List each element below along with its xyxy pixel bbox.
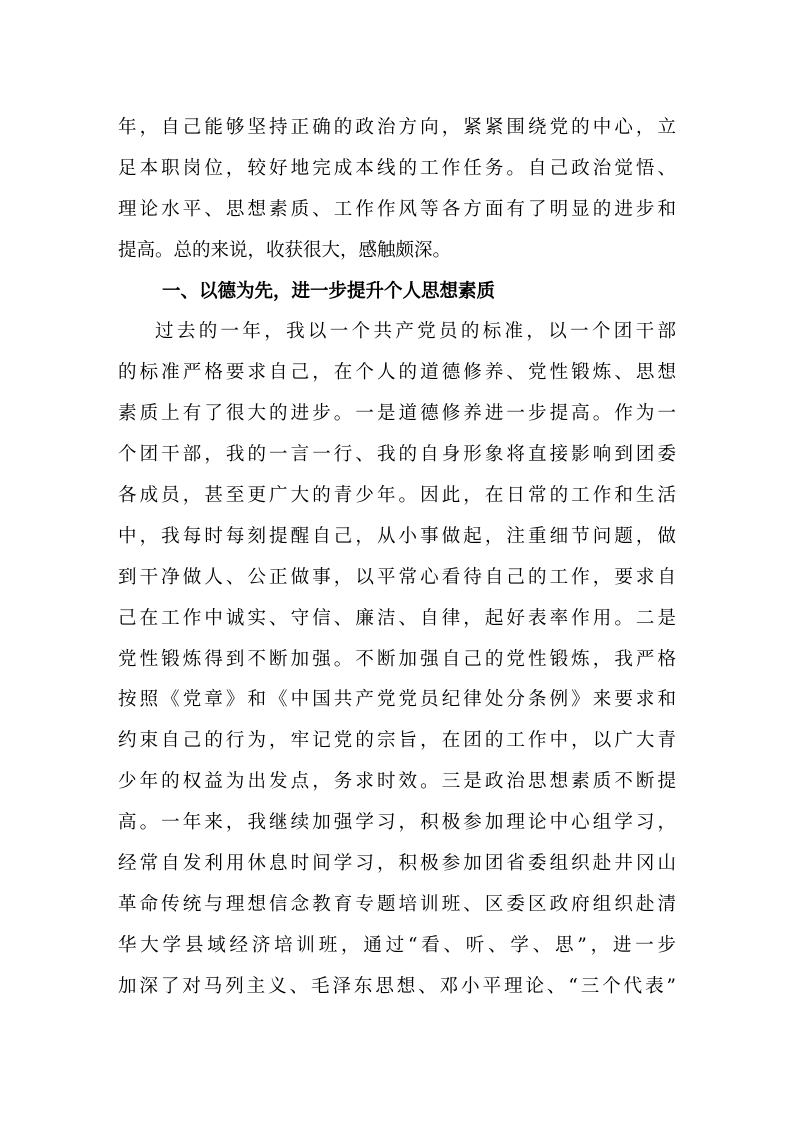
paragraph-line: 少年的权益为出发点，务求时效。三是政治思想素质不断提 <box>118 771 676 793</box>
paragraph-line: 党性锻炼得到不断加强。不断加强自己的党性锻炼，我严格 <box>118 648 676 670</box>
paragraph-line: 的标准严格要求自己，在个人的道德修养、党性锻炼、思想 <box>118 362 676 384</box>
paragraph-line: 加深了对马列主义、毛泽东思想、邓小平理论、“三个代表” <box>118 975 676 997</box>
paragraph-line: 按照《党章》和《中国共产党党员纪律处分条例》来要求和 <box>118 689 676 711</box>
paragraph-line: 革命传统与理想信念教育专题培训班、区委区政府组织赴清 <box>118 893 676 915</box>
paragraph-line: 中，我每时每刻提醒自己，从小事做起，注重细节问题，做 <box>118 525 676 547</box>
section-heading: 一、以德为先，进一步提升个人思想素质 <box>162 280 496 302</box>
body-text <box>118 108 676 1008</box>
paragraph-line: 理论水平、思想素质、工作作风等各方面有了明显的进步和 <box>118 198 676 220</box>
paragraph-line: 过去的一年，我以一个共产党员的标准，以一个团干部 <box>155 321 676 343</box>
paragraph-line: 约束自己的行为，牢记党的宗旨，在团的工作中，以广大青 <box>118 730 676 752</box>
paragraph-line: 到干净做人、公正做事，以平常心看待自己的工作，要求自 <box>118 566 676 588</box>
paragraph-line: 提高。总的来说，收获很大，感触颇深。 <box>118 239 452 261</box>
paragraph-line: 足本职岗位，较好地完成本线的工作任务。自己政治觉悟、 <box>118 157 676 179</box>
paragraph-line: 己在工作中诚实、守信、廉洁、自律，起好表率作用。二是 <box>118 607 676 629</box>
paragraph-line: 各成员，甚至更广大的青少年。因此，在日常的工作和生活 <box>118 485 676 507</box>
paragraph-line: 华大学县域经济培训班，通过“看、听、学、思”，进一步 <box>118 934 676 956</box>
paragraph-line: 年，自己能够坚持正确的政治方向，紧紧围绕党的中心，立 <box>118 117 676 138</box>
paragraph-line: 素质上有了很大的进步。一是道德修养进一步提高。作为一 <box>118 403 676 425</box>
paragraph-line: 个团干部，我的一言一行、我的自身形象将直接影响到团委 <box>118 444 676 466</box>
paragraph-line: 高。一年来，我继续加强学习，积极参加理论中心组学习， <box>118 812 676 834</box>
paragraph-line: 经常自发利用休息时间学习，积极参加团省委组织赴井冈山 <box>118 853 676 875</box>
